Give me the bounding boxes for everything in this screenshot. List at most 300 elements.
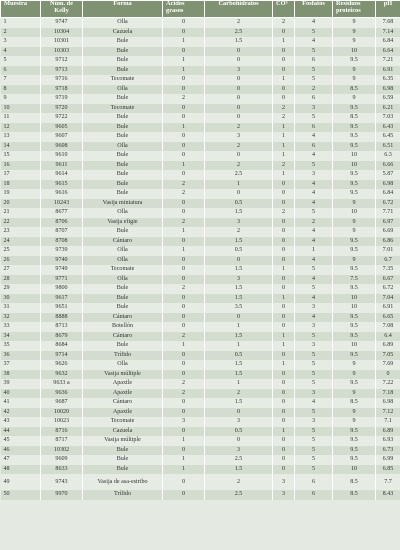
cell-muestra: 45 <box>1 436 41 446</box>
cell-carbohidratos: 3 <box>205 218 273 228</box>
cell-co3: 0 <box>273 313 295 323</box>
table-row <box>1 408 400 418</box>
cell-muestra: 50 <box>1 490 41 500</box>
cell-residuos: 9 <box>333 256 376 266</box>
cell-ph: 6.98 <box>376 85 400 95</box>
cell-ph: 7.69 <box>376 360 400 370</box>
cell-ph: 7.14 <box>376 28 400 38</box>
cell-co3: 1 <box>273 123 295 133</box>
cell-forma: Vasija efigie <box>83 218 163 228</box>
cell-acidos: 0 <box>163 313 205 323</box>
cell-acidos: 0 <box>163 85 205 95</box>
cell-kelly: 8707 <box>41 227 83 237</box>
cell-forma: Bule <box>83 227 163 237</box>
cell-forma: Olla <box>83 256 163 266</box>
cell-acidos: 1 <box>163 436 205 446</box>
cell-fosfatos: 4 <box>295 398 333 408</box>
cell-carbohidratos: 0 <box>205 313 273 323</box>
cell-co3: 0 <box>273 199 295 209</box>
cell-residuos: 9.5 <box>333 132 376 142</box>
cell-co3: 0 <box>273 94 295 104</box>
cell-co3: 0 <box>273 256 295 266</box>
cell-forma: Bule <box>83 66 163 76</box>
cell-fosfatos: 4 <box>295 256 333 266</box>
cell-kelly: 9615 <box>41 180 83 190</box>
cell-muestra: 12 <box>1 123 41 133</box>
cell-forma: Bule <box>83 465 163 475</box>
cell-co3: 2 <box>273 18 295 28</box>
cell-kelly: 9718 <box>41 85 83 95</box>
table-row <box>1 313 400 323</box>
cell-ph: 6.91 <box>376 66 400 76</box>
cell-kelly: 9614 <box>41 170 83 180</box>
cell-co3: 1 <box>273 332 295 342</box>
cell-muestra: 17 <box>1 170 41 180</box>
cell-muestra: 48 <box>1 465 41 475</box>
table-row <box>1 142 400 152</box>
cell-kelly: 8679 <box>41 332 83 342</box>
cell-ph: 7.12 <box>376 408 400 418</box>
cell-residuos: 8.5 <box>333 490 376 500</box>
cell-carbohidratos: 1 <box>205 180 273 190</box>
table-row <box>1 436 400 446</box>
cell-residuos: 9.5 <box>333 170 376 180</box>
cell-muestra: 32 <box>1 313 41 323</box>
cell-co3: 1 <box>273 265 295 275</box>
cell-fosfatos: 5 <box>295 408 333 418</box>
cell-acidos: 0 <box>163 75 205 85</box>
cell-co3: 0 <box>273 227 295 237</box>
cell-forma: Apaxtle <box>83 379 163 389</box>
cell-acidos: 0 <box>163 208 205 218</box>
cell-co3: 1 <box>273 360 295 370</box>
cell-carbohidratos: 2.5 <box>205 455 273 465</box>
cell-kelly: 9720 <box>41 104 83 114</box>
table-row <box>1 56 400 66</box>
cell-residuos: 9 <box>333 389 376 399</box>
table-row <box>1 18 400 28</box>
cell-muestra: 20 <box>1 199 41 209</box>
cell-carbohidratos: 0.5 <box>205 351 273 361</box>
cell-muestra: 13 <box>1 132 41 142</box>
cell-acidos: 0 <box>163 474 205 490</box>
cell-fosfatos: 4 <box>295 18 333 28</box>
cell-ph: 6.84 <box>376 37 400 47</box>
cell-residuos: 8.5 <box>333 85 376 95</box>
cell-ph: 6.7 <box>376 256 400 266</box>
cell-co3: 1 <box>273 75 295 85</box>
cell-co3: 0 <box>273 389 295 399</box>
cell-carbohidratos: 2.5 <box>205 28 273 38</box>
cell-kelly: 8633 <box>41 465 83 475</box>
cell-residuos: 9 <box>333 18 376 28</box>
cell-forma: Bule <box>83 56 163 66</box>
table-row <box>1 490 400 500</box>
cell-ph: 6.89 <box>376 427 400 437</box>
cell-carbohidratos: 1 <box>205 322 273 332</box>
cell-ph: 7.18 <box>376 389 400 399</box>
cell-co3: 0 <box>273 303 295 313</box>
cell-kelly: 9605 <box>41 123 83 133</box>
cell-carbohidratos: 0 <box>205 75 273 85</box>
cell-forma: Vasija múltiple <box>83 370 163 380</box>
cell-fosfatos: 5 <box>295 113 333 123</box>
cell-acidos: 0 <box>163 47 205 57</box>
cell-ph: 6.4 <box>376 332 400 342</box>
cell-fosfatos: 5 <box>295 436 333 446</box>
cell-muestra: 39 <box>1 379 41 389</box>
table-row <box>1 104 400 114</box>
cell-fosfatos: 5 <box>295 455 333 465</box>
cell-kelly: 9713 <box>41 66 83 76</box>
cell-co3: 0 <box>273 246 295 256</box>
table-row <box>1 123 400 133</box>
cell-carbohidratos: 2.5 <box>205 490 273 500</box>
cell-forma: Bule <box>83 180 163 190</box>
cell-kelly: 8888 <box>41 313 83 323</box>
cell-fosfatos: 5 <box>295 427 333 437</box>
cell-ph: 7.21 <box>376 56 400 66</box>
table-row <box>1 417 400 427</box>
cell-residuos: 9 <box>333 370 376 380</box>
cell-residuos: 9.5 <box>333 332 376 342</box>
cell-muestra: 33 <box>1 322 41 332</box>
cell-kelly: 8713 <box>41 322 83 332</box>
cell-co3: 3 <box>273 490 295 500</box>
cell-carbohidratos: 1.5 <box>205 208 273 218</box>
cell-forma: Bule <box>83 37 163 47</box>
cell-acidos: 1 <box>163 455 205 465</box>
cell-kelly: 8717 <box>41 436 83 446</box>
cell-ph: 8.43 <box>376 490 400 500</box>
cell-carbohidratos: 2 <box>205 474 273 490</box>
cell-co3: 0 <box>273 379 295 389</box>
cell-co3: 0 <box>273 56 295 66</box>
cell-ph: 6.72 <box>376 199 400 209</box>
cell-fosfatos: 5 <box>295 446 333 456</box>
cell-ph: 6.73 <box>376 446 400 456</box>
table-row <box>1 389 400 399</box>
cell-fosfatos: 4 <box>295 237 333 247</box>
cell-ph: 6.45 <box>376 132 400 142</box>
cell-co3: 2 <box>273 161 295 171</box>
cell-muestra: 38 <box>1 370 41 380</box>
cell-acidos: 1 <box>163 341 205 351</box>
cell-acidos: 0 <box>163 275 205 285</box>
cell-residuos: 8.5 <box>333 474 376 490</box>
cell-co3: 3 <box>273 474 295 490</box>
cell-residuos: 9 <box>333 94 376 104</box>
cell-forma: Bule <box>83 294 163 304</box>
cell-kelly: 9714 <box>41 351 83 361</box>
cell-kelly: 8716 <box>41 427 83 437</box>
cell-carbohidratos: 0 <box>205 104 273 114</box>
cell-co3: 0 <box>273 417 295 427</box>
table-row <box>1 398 400 408</box>
cell-muestra: 1 <box>1 18 41 28</box>
cell-residuos: 9.5 <box>333 265 376 275</box>
cell-kelly: 8677 <box>41 208 83 218</box>
cell-residuos: 9.5 <box>333 104 376 114</box>
cell-carbohidratos: 1.5 <box>205 265 273 275</box>
table-row <box>1 370 400 380</box>
cell-carbohidratos: 1.5 <box>205 294 273 304</box>
cell-ph: 7.04 <box>376 294 400 304</box>
cell-co3: 0 <box>273 398 295 408</box>
cell-kelly: 9716 <box>41 75 83 85</box>
table-row <box>1 427 400 437</box>
cell-residuos: 10 <box>333 161 376 171</box>
cell-co3: 0 <box>273 446 295 456</box>
cell-muestra: 47 <box>1 455 41 465</box>
cell-residuos: 9.5 <box>333 123 376 133</box>
cell-residuos: 9.5 <box>333 446 376 456</box>
cell-acidos: 0 <box>163 256 205 266</box>
cell-acidos: 0 <box>163 427 205 437</box>
cell-forma: Bule <box>83 189 163 199</box>
cell-muestra: 9 <box>1 94 41 104</box>
cell-muestra: 5 <box>1 56 41 66</box>
cell-fosfatos: 4 <box>295 37 333 47</box>
cell-residuos: 10 <box>333 465 376 475</box>
cell-fosfatos: 4 <box>295 294 333 304</box>
cell-forma: Bule <box>83 455 163 465</box>
cell-ph: 6.69 <box>376 227 400 237</box>
cell-acidos: 0 <box>163 18 205 28</box>
cell-fosfatos: 4 <box>295 275 333 285</box>
table-row <box>1 113 400 123</box>
cell-forma: Cántaro <box>83 398 163 408</box>
cell-forma: Olla <box>83 18 163 28</box>
cell-carbohidratos: 1.5 <box>205 284 273 294</box>
cell-kelly: 9749 <box>41 265 83 275</box>
table-row <box>1 332 400 342</box>
cell-residuos: 10 <box>333 303 376 313</box>
cell-muestra: 7 <box>1 75 41 85</box>
cell-kelly: 9687 <box>41 398 83 408</box>
cell-fosfatos: 5 <box>295 265 333 275</box>
cell-residuos: 9 <box>333 360 376 370</box>
cell-acidos: 0 <box>163 303 205 313</box>
cell-co3: 0 <box>273 351 295 361</box>
cell-acidos: 0 <box>163 322 205 332</box>
cell-co3: 0 <box>273 218 295 228</box>
cell-co3: 0 <box>273 408 295 418</box>
cell-kelly: 9611 <box>41 161 83 171</box>
cell-muestra: 19 <box>1 189 41 199</box>
cell-forma: Bule <box>83 161 163 171</box>
cell-fosfatos: 3 <box>295 322 333 332</box>
cell-ph: 6.65 <box>376 313 400 323</box>
cell-muestra: 24 <box>1 237 41 247</box>
cell-co3: 2 <box>273 104 295 114</box>
cell-fosfatos: 5 <box>295 370 333 380</box>
cell-muestra: 16 <box>1 161 41 171</box>
cell-muestra: 27 <box>1 265 41 275</box>
cell-carbohidratos: 3 <box>205 132 273 142</box>
table-row <box>1 284 400 294</box>
cell-muestra: 41 <box>1 398 41 408</box>
header-ph: pH <box>376 1 400 18</box>
cell-carbohidratos: 2 <box>205 18 273 28</box>
cell-acidos: 1 <box>163 66 205 76</box>
cell-muestra: 42 <box>1 408 41 418</box>
cell-carbohidratos: 2 <box>205 123 273 133</box>
cell-fosfatos: 4 <box>295 199 333 209</box>
cell-fosfatos: 6 <box>295 56 333 66</box>
cell-fosfatos: 3 <box>295 170 333 180</box>
cell-co3: 0 <box>273 322 295 332</box>
cell-ph: 6.67 <box>376 275 400 285</box>
cell-carbohidratos: 0 <box>205 85 273 95</box>
cell-forma: Bule <box>83 94 163 104</box>
cell-carbohidratos: 2 <box>205 227 273 237</box>
cell-muestra: 40 <box>1 389 41 399</box>
cell-fosfatos: 5 <box>295 208 333 218</box>
cell-kelly: 10023 <box>41 417 83 427</box>
table-row <box>1 474 400 490</box>
cell-co3: 0 <box>273 370 295 380</box>
cell-carbohidratos: 0 <box>205 408 273 418</box>
cell-residuos: 10 <box>333 47 376 57</box>
cell-acidos: 2 <box>163 389 205 399</box>
cell-acidos: 0 <box>163 351 205 361</box>
cell-carbohidratos: 2 <box>205 142 273 152</box>
table-row <box>1 37 400 47</box>
cell-fosfatos: 3 <box>295 417 333 427</box>
cell-muestra: 8 <box>1 85 41 95</box>
cell-residuos: 9 <box>333 227 376 237</box>
cell-fosfatos: 6 <box>295 142 333 152</box>
cell-forma: Botellón <box>83 322 163 332</box>
cell-forma: Olla <box>83 208 163 218</box>
cell-kelly: 9636 <box>41 389 83 399</box>
cell-fosfatos: 4 <box>295 132 333 142</box>
cell-forma: Olla <box>83 275 163 285</box>
cell-forma: Bule <box>83 123 163 133</box>
cell-kelly: 10243 <box>41 199 83 209</box>
cell-forma: Cazuela <box>83 427 163 437</box>
cell-muestra: 3 <box>1 37 41 47</box>
cell-carbohidratos: 3 <box>205 275 273 285</box>
cell-carbohidratos: 0 <box>205 189 273 199</box>
cell-forma: Bule <box>83 47 163 57</box>
cell-fosfatos: 5 <box>295 379 333 389</box>
table-row <box>1 246 400 256</box>
cell-kelly: 9739 <box>41 246 83 256</box>
cell-acidos: 1 <box>163 246 205 256</box>
table-row <box>1 208 400 218</box>
cell-residuos: 9 <box>333 408 376 418</box>
cell-kelly: 9800 <box>41 284 83 294</box>
cell-ph: 6.85 <box>376 465 400 475</box>
cell-kelly: 10301 <box>41 37 83 47</box>
table-row <box>1 151 400 161</box>
cell-residuos: 7.5 <box>333 275 376 285</box>
cell-carbohidratos: 1.5 <box>205 370 273 380</box>
cell-muestra: 29 <box>1 284 41 294</box>
cell-ph: 7.05 <box>376 351 400 361</box>
cell-acidos: 0 <box>163 408 205 418</box>
cell-acidos: 0 <box>163 370 205 380</box>
cell-acidos: 2 <box>163 284 205 294</box>
cell-residuos: 10 <box>333 341 376 351</box>
cell-muestra: 49 <box>1 474 41 490</box>
cell-kelly: 9771 <box>41 275 83 285</box>
cell-ph: 0 <box>376 370 400 380</box>
cell-kelly: 9626 <box>41 360 83 370</box>
cell-kelly: 10302 <box>41 446 83 456</box>
table-row <box>1 275 400 285</box>
cell-kelly: 9712 <box>41 56 83 66</box>
table-row <box>1 180 400 190</box>
cell-ph: 7.68 <box>376 18 400 28</box>
cell-forma: Bule <box>83 446 163 456</box>
cell-residuos: 9.5 <box>333 379 376 389</box>
cell-acidos: 1 <box>163 56 205 66</box>
cell-ph: 7.35 <box>376 265 400 275</box>
cell-ph: 6.21 <box>376 104 400 114</box>
cell-forma: Apaxtle <box>83 389 163 399</box>
cell-co3: 0 <box>273 455 295 465</box>
cell-fosfatos: 4 <box>295 189 333 199</box>
table-row <box>1 303 400 313</box>
cell-fosfatos: 5 <box>295 284 333 294</box>
cell-ph: 7.03 <box>376 113 400 123</box>
cell-carbohidratos: 3 <box>205 417 273 427</box>
cell-kelly: 9608 <box>41 142 83 152</box>
cell-carbohidratos: 1.5 <box>205 360 273 370</box>
cell-muestra: 37 <box>1 360 41 370</box>
cell-carbohidratos: 0.5 <box>205 199 273 209</box>
cell-muestra: 36 <box>1 351 41 361</box>
cell-acidos: 3 <box>163 417 205 427</box>
cell-ph: 6.35 <box>376 75 400 85</box>
cell-acidos: 1 <box>163 465 205 475</box>
cell-co3: 1 <box>273 427 295 437</box>
table-row <box>1 85 400 95</box>
cell-kelly: 10304 <box>41 28 83 38</box>
cell-carbohidratos: 0 <box>205 256 273 266</box>
cell-residuos: 9.5 <box>333 180 376 190</box>
cell-forma: Trífido <box>83 490 163 500</box>
cell-muestra: 2 <box>1 28 41 38</box>
cell-acidos: 0 <box>163 446 205 456</box>
cell-kelly: 9616 <box>41 189 83 199</box>
cell-forma: Olla <box>83 246 163 256</box>
cell-residuos: 9 <box>333 218 376 228</box>
cell-fosfatos: 4 <box>295 313 333 323</box>
cell-fosfatos: 5 <box>295 332 333 342</box>
cell-fosfatos: 1 <box>295 246 333 256</box>
cell-residuos: 9.5 <box>333 455 376 465</box>
cell-residuos: 10 <box>333 208 376 218</box>
cell-kelly: 9632 <box>41 370 83 380</box>
table-row <box>1 455 400 465</box>
header-row <box>1 1 400 18</box>
cell-forma: Bule <box>83 151 163 161</box>
table-row <box>1 66 400 76</box>
cell-muestra: 11 <box>1 113 41 123</box>
cell-fosfatos: 4 <box>295 180 333 190</box>
cell-residuos: 9 <box>333 28 376 38</box>
cell-forma: Apaxtle <box>83 408 163 418</box>
cell-fosfatos: 5 <box>295 47 333 57</box>
cell-carbohidratos: 0 <box>205 94 273 104</box>
cell-carbohidratos: 0 <box>205 436 273 446</box>
cell-residuos: 9.5 <box>333 427 376 437</box>
table-row <box>1 47 400 57</box>
